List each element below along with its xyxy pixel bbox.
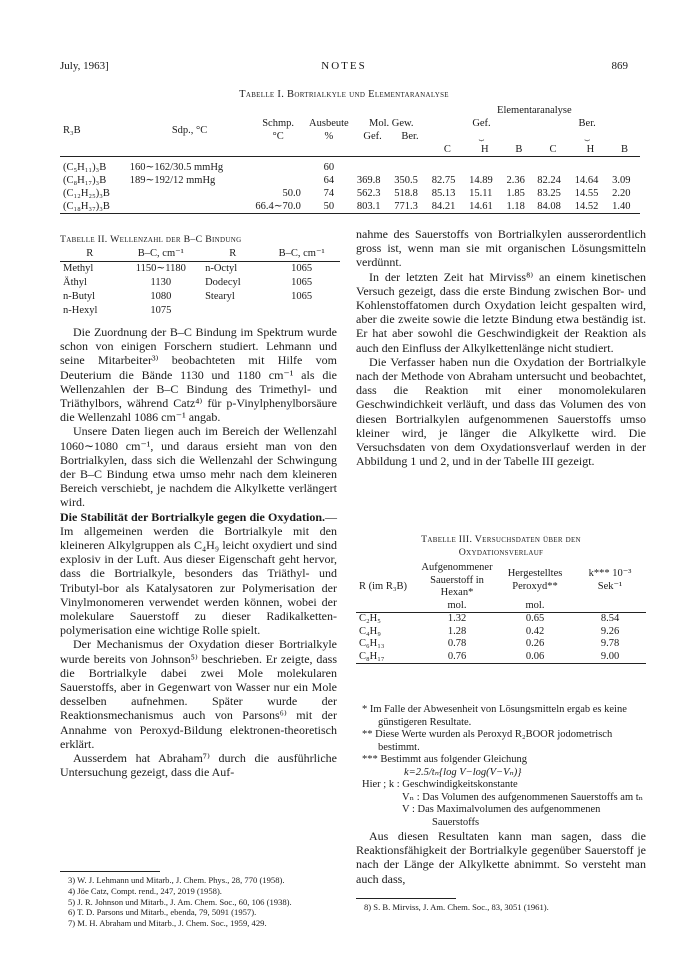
table3-cell: 0.78 [447,638,467,649]
table-row [60,276,340,290]
table3-cell: C₄H₉ [359,625,381,637]
paragraph: nahme des Sauerstoffs von Bortrialkylen ausserordentlich gross ist, wenn man sie mit organischen Lösungsmitteln verdünnt. [356,227,646,270]
table3-cell: 1.32 [447,613,467,624]
table3-unit: mol. [525,599,545,611]
table1-cell: 350.5 [394,175,418,186]
footnote-rule [356,898,456,899]
table1-cell: 50.0 [282,188,301,199]
table1-cell [466,161,503,174]
paragraph: Unsere Daten liegen auch im Bereich der Wellenzahl 1060∼1080 cm⁻¹, und daraus ersieht man von den Bortrialkylen, dass sich die Wellenzahl der Schwingung der B–C Bindung etwa umso mehr nach dem kleineren Bereich verschiebt, je nachdem die Alkylkette verlängert wird. [60,424,337,510]
section-heading: Die Stabilität der Bortrialkyle gegen die Oxydation. [60,509,325,524]
table3-note: * Im Falle der Abwesenheit von Lösungsmitteln ergab es keine günstigeren Resultate. [362,704,627,728]
table3-cell: 0.06 [525,650,545,662]
table1-cell [429,161,466,174]
table1-head-c1: C [443,144,451,155]
table3-caption-line: Tabelle III. Versuchsdaten über den [421,534,581,545]
table2-head: R [86,248,94,259]
table1-cell: 771.3 [394,201,418,212]
table1-cell: 369.8 [356,175,381,186]
table-row [60,304,340,318]
running-header-date: July, 1963] [60,60,109,72]
table1-cell: 2.20 [612,188,631,199]
table2 [60,247,340,318]
running-header-title: NOTES [321,60,367,72]
table1-cell: 74 [323,188,335,199]
table1-brace-ber: ⏟ [584,131,590,141]
table1-cell: 1.40 [612,201,631,212]
table1-head-c2: C [549,144,557,155]
table1-cell: 518.8 [394,188,418,199]
table1-cell: 803.1 [356,201,381,212]
right-column-closing [356,829,646,886]
table2-cell: 1080 [150,291,172,302]
table-row [356,651,646,664]
footnote: 3) W. J. Lehmann und Mitarb., J. Chem. Phys., 28, 770 (1958). [68,875,285,885]
table1-cell: (C₅H₁₁)₃B [63,162,107,173]
table1-cell [252,174,304,187]
table1-head-h1: H [481,144,489,155]
table1-head-b1: B [515,144,523,155]
table3-cell: 0.42 [525,625,545,637]
left-column-text [60,325,337,780]
right-column-text [356,227,646,468]
table3-equation: k=2.5/tₙ{log V−log(V−Vₙ)} [404,766,522,778]
table1-cell: 85.13 [431,188,456,199]
table2-cell: Methyl [63,263,94,274]
table1-cell: 1.18 [506,201,525,212]
table1-cell [127,200,253,214]
table1-head-gef: Gef. [363,131,382,142]
table1-cell [504,161,535,174]
table3-note: Vₙ : Das Volumen des aufgenommenen Sauerstoffs am tₙ [402,791,644,803]
table1-cell [572,161,609,174]
table2-cell: Äthyl [63,277,87,288]
paragraph [60,510,337,638]
table3-cell: 1.28 [447,625,467,637]
table1 [60,104,640,214]
table1-head-elementar: Elementaranalyse [497,105,572,116]
table1-cell: 50 [323,201,335,212]
table2-head: R [229,248,237,259]
table3-note: ** Diese Werte wurden als Peroxyd R₂BOOR jodometrisch bestimmt. [362,729,613,753]
table1-cell: 562.3 [356,188,381,199]
table-row [60,187,640,200]
table1-cell: 60 [323,162,335,173]
table3-cell: 0.65 [525,613,545,624]
table1-head-sdp: Sdp., °C [171,124,208,136]
table3-caption-line: Oxydationsverlauf [458,547,544,558]
table1-cell: 14.61 [469,201,493,212]
paragraph: In der letzten Zeit hat Mirviss⁸⁾ an einem kinetischen Versuch gezeigt, dass die erste Bindung zwischen Bor- und Kohlenstoffatomen durch Oxydation leicht gespalten wird, aber die zweite sowie die letzte Bindung etwa beständig ist. Er hat aber sowohl die Geschwindigkeit der Reaktion als auch den Einfluss der Alkylkettenlänge nicht studiert. [356,269,646,355]
table2-head: B–C, cm⁻¹ [278,248,325,259]
table2-caption: Tabelle II. Wellenzahl der B–C Bindung [60,234,242,245]
table-row [356,638,646,651]
paragraph: Die Verfasser haben nun die Oxydation der Bortrialkyle nach der Methode von Abraham untersucht und beobachtet, dass die Reaktion mit einer monomolekularen Geschwindichkeit verläuft, und dass das Volumen des von diesen Bortrialkylen aufgenommenen Sauerstoffs umso kleiner wird, je länger die Alkylkette wird. Die Versuchsdaten von dem Oxydationsverlauf werden in der Abbildung 1 und 2, und in der Tabelle III gezeigt. [356,354,646,469]
table1-cell: 14.52 [574,201,599,212]
table1-head-ausbeute: Ausbeute % [309,118,349,142]
table1-cell [127,187,253,200]
footnote: 6) T. D. Parsons und Mitarb., ebenda, 79, 5091 (1957). [68,907,257,918]
table2-cell: 1130 [150,277,172,288]
table2-cell: Dodecyl [205,277,241,288]
table3-head-col2: Hergestelltes Peroxyd** [507,568,563,592]
table1-cell: 64 [323,175,335,186]
table1-head-ber: Ber. [401,131,419,142]
table3-cell: 9.78 [600,638,620,649]
table3-cell: 0.76 [447,650,467,662]
table-row [60,174,640,187]
table1-head-b2: B [621,144,629,155]
table1-cell: 84.21 [431,201,456,212]
table3-cell: 8.54 [600,613,620,624]
table2-head: B–C, cm⁻¹ [137,248,184,259]
table1-cell: 1.85 [506,188,525,199]
page-number: 869 [611,60,628,72]
table1-cell: 2.36 [506,175,525,186]
table1-cell: (C₈H₁₇)₃B [63,175,107,186]
paragraph-text: —Im allgemeinen werden die Bortrialkyle mit den kleineren Alkylgruppen als C₄H₉ leicht oxydiert und sind explosiv in der Luft. Aus dieser Eigenschaft geht hervor, dass die Bortrialkyle, besonders das Triäthyl- und Tributyl-bor als Katalysatoren zur Polymerisation der Vinylmonomeren verwendet werden können, wobei der molekulare Sauerstoff zu dieser Radikalketten-polymerisation eine wichtige Rolle spielt. [60,509,337,638]
table-row [60,290,340,304]
right-footnote [356,902,646,913]
table1-cell [534,161,571,174]
table2-cell: n-Octyl [205,263,238,274]
table1-cell: 160∼162/30.5 mmHg [129,162,224,173]
table2-cell: 1065 [291,263,313,274]
table1-head-elem-gef: Gef. [472,118,491,129]
table2-cell: n-Butyl [63,291,96,302]
left-footnotes [60,875,337,929]
table3-caption [356,533,646,559]
paragraph: Die Zuordnung der B–C Bindung im Spektrum wurde schon von einigen Forschern studiert. Lehmann und seine Mitarbeiter³⁾ beobachteten mit Hilfe vom Deuterium die Bände 1130 und 1180 cm⁻¹ als die Wellenzahlen der B–C Bindung des Trimethyl- und Triäthylbors, während Catz⁴⁾ für p-Vinylphenylborsäure die Wellenzahl 1086 cm⁻¹ angab. [60,325,337,425]
table1-cell: 84.08 [537,201,561,212]
table3-cell: C₆H₁₃ [359,638,385,649]
table1-cell: 83.25 [537,188,561,199]
table3-head-col3: k*** 10⁻³ Sek⁻¹ [588,568,632,592]
table3-cell: C₈H₁₇ [359,650,385,662]
table1-head-molgew: Mol. Gew. [369,118,414,129]
table1-cell: 82.75 [431,175,456,186]
table1-cell: 15.11 [469,188,493,199]
table1-cell: (C₁₈H₃₇)₃B [63,201,110,212]
table3-notes [356,704,646,829]
table1-head-schmp: Schmp. °C [262,118,294,142]
table1-cell: 14.89 [469,175,493,186]
table-row [60,262,340,277]
table2-cell: Stearyl [205,291,235,302]
table2-cell: 1075 [150,305,172,316]
paragraph: Der Mechanismus der Oxydation dieser Bortrialkyle wurde bereits von Johnson⁵⁾ beschrieben. Er zeigte, dass die Bortrialkyle dabei zwei Mole molekularen Sauerstoffs, aber in Gegenwart von Wasser nur ein Mole desselben aufnehmen. Später wurde der Reaktionsmechanismus auch von Parsons⁶⁾ mit der Annahme von Peroxyd-Bildung elektronen-theoretisch erklärt. [60,637,337,751]
table1-cell: 189∼192/12 mmHg [129,175,216,186]
table3-note: V : Das Maximalvolumen des aufgenommenen Sauerstoffs [402,804,601,828]
footnote: 7) M. H. Abraham und Mitarb., J. Chem. Soc., 1959, 429. [68,918,267,929]
table1-cell: 14.55 [574,188,599,199]
paragraph: Ausserdem hat Abraham⁷⁾ durch die ausführliche Untersuchung gezeigt, dass die Auf- [60,751,337,780]
table1-head-r3b: R₃B [63,124,81,136]
table-row [60,161,640,174]
footnote: 8) S. B. Mirviss, J. Am. Chem. Soc., 83, 3051 (1961). [364,902,549,912]
table1-cell [391,161,428,174]
table2-cell [263,304,340,318]
table3-cell: 9.26 [600,625,620,637]
table3-cell: C₂H₅ [359,613,381,624]
table2-cell: 1150∼1180 [135,263,186,274]
table2-cell: 1065 [291,291,313,302]
table1-cell [354,161,391,174]
footnote-rule [60,871,160,872]
footnote: 5) J. R. Johnson und Mitarb., J. Am. Chem. Soc., 60, 106 (1938). [68,896,292,907]
table-row [60,200,640,214]
table3-unit: mol. [447,599,467,611]
table1-cell: 3.09 [612,175,631,186]
table1-cell: 14.64 [574,175,599,186]
table3-head-r: R (im R₃B) [359,580,407,592]
table1-cell: (C₁₂H₂₅)₃B [63,188,110,199]
table3-note: *** Bestimmt aus folgender Gleichung [362,754,528,765]
table1-cell: 66.4∼70.0 [255,201,301,212]
table2-cell: 1065 [291,277,313,288]
table-row [356,613,646,626]
table1-head-elem-ber: Ber. [578,118,596,129]
table3-head-col1: Aufgenommener Sauerstoff in Hexan* [421,562,493,598]
table3-cell: 0.26 [525,638,545,649]
table2-cell [202,304,263,318]
table1-cell [609,161,640,174]
table-row [356,626,646,639]
table1-cell [252,161,304,174]
table3 [356,562,646,664]
table3-note: Hier ; k : Geschwindigkeitskonstante [362,779,518,790]
table2-cell: n-Hexyl [63,305,98,316]
table1-brace-gef: ⏟ [478,131,485,141]
table1-cell: 82.24 [537,175,561,186]
table1-caption: Tabelle I. Bortrialkyle und Elementaranalyse [239,89,449,100]
table3-cell: 9.00 [600,650,620,662]
paragraph: Aus diesen Resultaten kann man sagen, dass die Reaktionsfähigkeit der Bortrialkyle gegenüber Sauerstoff je nach der Länge der Alkylkette abnimmt. So versteht man auch dass, [356,829,646,886]
footnote: 4) Jöe Catz, Compt. rend., 247, 2019 (1958). [68,885,222,896]
table1-head-h2: H [586,144,595,155]
